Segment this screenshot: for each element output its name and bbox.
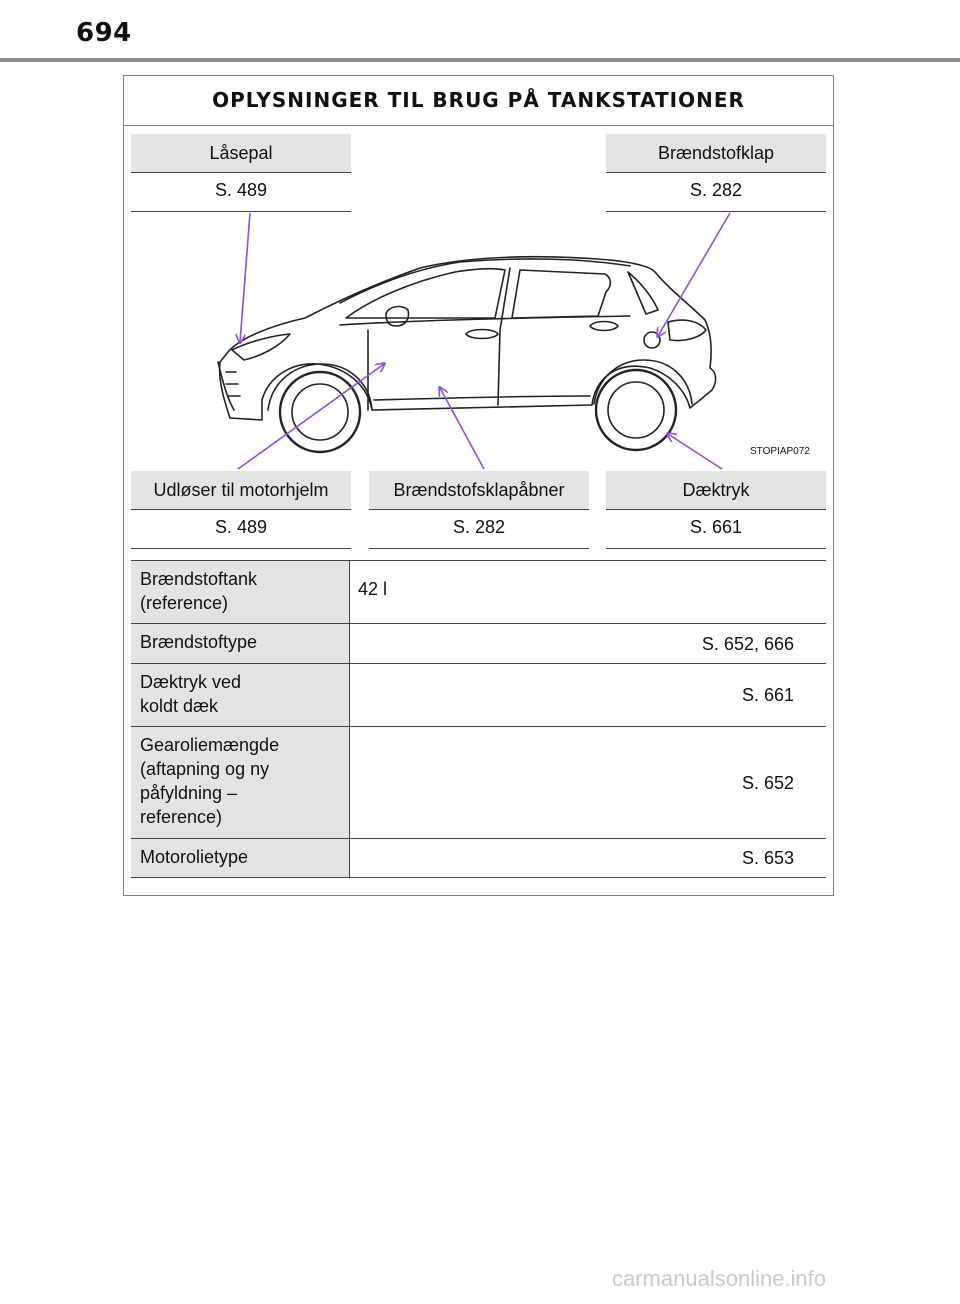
car-rear-rim (608, 382, 664, 438)
callout-fuel-door (658, 213, 730, 336)
label-fuel-opener (369, 471, 589, 549)
car-side-skirt (374, 396, 590, 400)
car-front-handle (466, 330, 498, 339)
label-lock-pawl-name: Låsepal (131, 134, 351, 172)
car-tail-light (668, 320, 706, 340)
spec-label (131, 664, 350, 726)
spec-row-fuel-type (131, 624, 826, 664)
spec-label (131, 839, 350, 877)
spec-label-text: Dæktryk ved koldt dæk (140, 672, 242, 716)
spec-value (350, 727, 826, 838)
page-number: 694 (76, 18, 132, 48)
car-mirror (386, 307, 409, 326)
spec-row-fuel-tank (131, 561, 826, 624)
car-rear-handle (590, 322, 618, 331)
spec-label (131, 727, 350, 838)
car-fuel-door (644, 332, 660, 348)
label-hood-release-name: Udløser til motorhjelm (131, 471, 351, 509)
car-window-quarter (628, 272, 658, 314)
label-hood-release (131, 471, 351, 549)
spec-label-text: Motorolietype (140, 847, 249, 867)
watermark: carmanualsonline.info (612, 1266, 827, 1291)
car-front-rim (292, 384, 348, 440)
spec-label (131, 624, 350, 663)
label-hood-release-ref: S. 489 (131, 509, 351, 549)
label-tire-pressure-name: Dæktryk (606, 471, 826, 509)
spec-row-tire-pressure (131, 664, 826, 727)
car-body-outline (220, 257, 716, 420)
figure-code: STOPIAP072 (750, 446, 810, 457)
car-window-rear (512, 270, 610, 318)
callout-hood-release (238, 364, 384, 469)
spec-label-text: Gearoliemængde (aftapning og ny påfyldning – reference) (140, 735, 280, 827)
label-fuel-door-ref: S. 282 (606, 172, 826, 212)
spec-value-text: S. 661 (741, 685, 794, 705)
spec-value-text: S. 652 (741, 772, 794, 793)
spec-value (350, 624, 826, 663)
label-lock-pawl-ref: S. 489 (131, 172, 351, 212)
spec-value-text: S. 653 (741, 848, 794, 868)
callout-fuel-opener (440, 388, 484, 469)
label-tire-pressure (606, 471, 826, 549)
spec-row-engine-oil (131, 839, 826, 878)
spec-value-text: 42 l (358, 579, 388, 599)
label-fuel-opener-ref: S. 282 (369, 509, 589, 549)
spec-value (350, 561, 826, 623)
callout-lock-pawl (240, 213, 250, 342)
spec-table (131, 560, 826, 878)
spec-value-text: S. 652, 666 (701, 633, 794, 654)
spec-label-text: Brændstoftank (reference) (140, 569, 258, 613)
label-tire-pressure-ref: S. 661 (606, 509, 826, 549)
callout-tire-pressure (668, 434, 722, 469)
label-fuel-opener-name: Brændstofsklapåbner (369, 471, 589, 509)
spec-label-text: Brændstoftype (140, 632, 258, 652)
car-window-front (346, 269, 505, 318)
label-fuel-door-name: Brændstofklap (606, 134, 826, 172)
spec-row-gear-oil (131, 727, 826, 839)
spec-label (131, 561, 350, 623)
spec-value (350, 839, 826, 877)
spec-value (350, 664, 826, 726)
box-title: OPLYSNINGER TIL BRUG PÅ TANKSTATIONER (124, 76, 833, 126)
car-b-pillar (498, 268, 510, 405)
